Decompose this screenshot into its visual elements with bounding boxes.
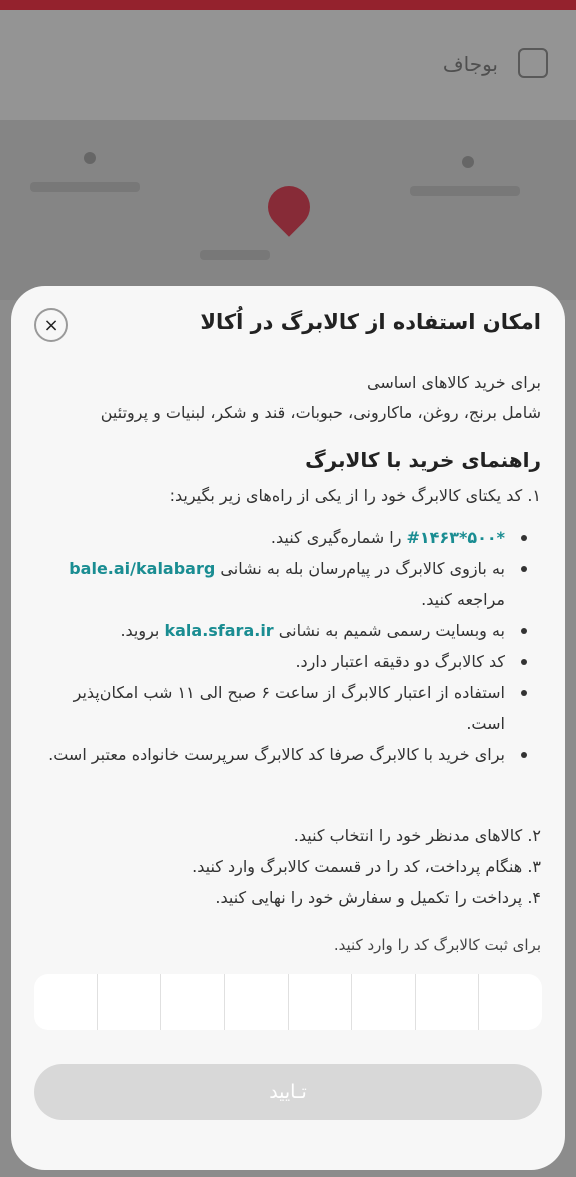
intro-text [21, 368, 541, 428]
list-item [31, 553, 541, 615]
ussd-code[interactable]: #۱۴۶۳*۵۰۰* [406, 528, 505, 547]
remaining-steps [31, 820, 541, 913]
intro-line-2: شامل برنج، روغن، ماکارونی، حبوبات، قند و شکر، لبنیات و پروتئین [100, 403, 541, 422]
list-item: کد کالابرگ دو دقیقه اعتبار دارد. [31, 646, 541, 677]
website-link[interactable]: kala.sfara.ir [164, 621, 274, 640]
bullet-text: به وبسایت رسمی شمیم به نشانی [273, 621, 505, 640]
modal-title: امکان استفاده از کالابرگ در اُکالا [200, 310, 541, 334]
code-digit-field[interactable] [415, 974, 479, 1030]
code-digit-field[interactable] [478, 974, 542, 1030]
step-1: ۱. کد یکتای کالابرگ خود را از یکی از راه‌های زیر بگیرید: [169, 486, 541, 505]
bullet-text: به بازوی کالابرگ در پیام‌رسان بله به نشانی [215, 559, 505, 578]
close-icon[interactable]: × [34, 308, 68, 342]
bullet-text: بروید. [120, 621, 165, 640]
step-3: ۳. هنگام پرداخت، کد را در قسمت کالابرگ وارد کنید. [192, 857, 541, 876]
code-digit-field[interactable] [160, 974, 224, 1030]
bale-link[interactable]: bale.ai/kalabarg [69, 559, 216, 578]
background-page-title: بوجاف [442, 52, 498, 76]
list-item: برای خرید با کالابرگ صرفا کد کالابرگ سرپرست خانواده معتبر است. [31, 739, 541, 770]
code-methods-list [31, 522, 541, 770]
code-digit-field[interactable] [224, 974, 288, 1030]
intro-line-1: برای خرید کالاهای اساسی [367, 373, 541, 392]
list-item [31, 522, 541, 553]
list-item: استفاده از اعتبار کالابرگ از ساعت ۶ صبح الی ۱۱ شب امکان‌پذیر است. [31, 677, 541, 739]
code-digit-field[interactable] [34, 974, 97, 1030]
confirm-button[interactable]: تـایید [34, 1064, 542, 1120]
step-2: ۲. کالاهای مدنظر خود را انتخاب کنید. [293, 826, 541, 845]
code-digit-field[interactable] [97, 974, 161, 1030]
list-item [31, 615, 541, 646]
bullet-text: را شماره‌گیری کنید. [270, 528, 407, 547]
kalabarg-modal [11, 286, 565, 1170]
code-digit-field[interactable] [288, 974, 352, 1030]
bullet-text: مراجعه کنید. [421, 590, 505, 609]
code-input-label: برای ثبت کالابرگ کد را وارد کنید. [333, 936, 541, 954]
step-4: ۴. پرداخت را تکمیل و سفارش خود را نهایی کنید. [215, 888, 541, 907]
code-digit-field[interactable] [351, 974, 415, 1030]
guide-title: راهنمای خرید با کالابرگ [305, 448, 541, 472]
kalabarg-code-input[interactable] [34, 974, 542, 1030]
